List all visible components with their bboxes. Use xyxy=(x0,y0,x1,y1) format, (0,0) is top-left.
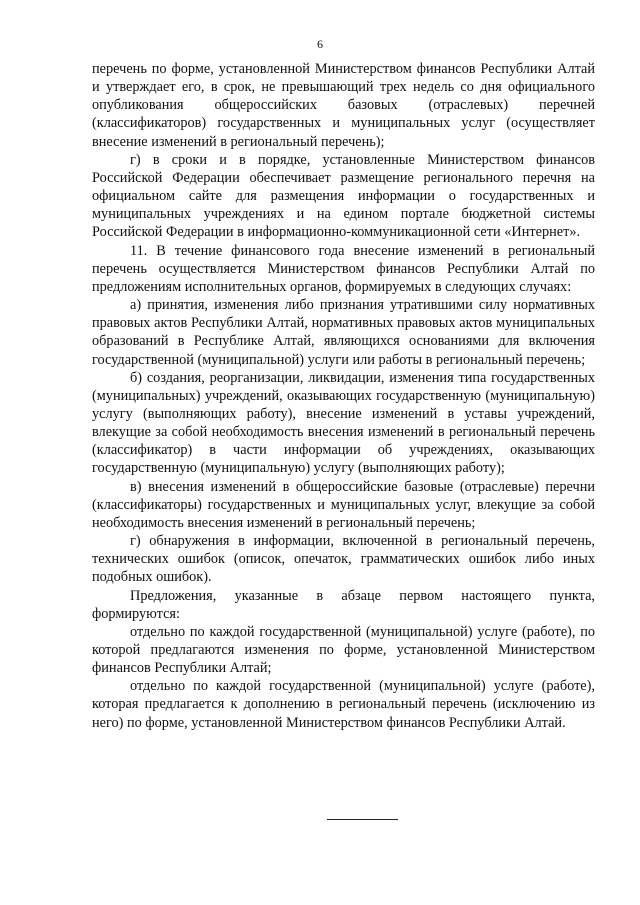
end-of-document-rule xyxy=(327,819,398,820)
paragraph-item-g-publication: г) в сроки и в порядке, установленные Министерством финансов Российской Федерации обеспечивает размещение регионального перечня на официальном сайте для размещения информации о государственных и муниципальных учреждениях и на едином портале бюджетной системы Российской Федерации в информационно-коммуникационной сети «Интернет». xyxy=(92,151,595,241)
paragraph-item-v: в) внесения изменений в общероссийские базовые (отраслевые) перечни (классификаторы) государственных и муниципальных услуг, влекущие за собой необходимость внесения изменений в региональный перечень; xyxy=(92,478,595,531)
document-body xyxy=(92,60,595,732)
paragraph-item-b: б) создания, реорганизации, ликвидации, изменения типа государственных (муниципальных) учреждений, оказывающих государственную (муниципальную) услугу (выполняющих работу), внесение изменений в уставы учреждений, влекущие за собой необходимость внесения изменений в региональный перечень (классификатор) в части информации об учреждениях, оказывающих государственную (муниципальную) услугу (выполняющих работу); xyxy=(92,369,595,477)
paragraph-continuation: перечень по форме, установленной Министерством финансов Республики Алтай и утверждает его, в срок, не превышающий трех недель со дня официального опубликования общероссийских базовых (отраслевых) перечней (классификаторов) государственных и муниципальных услуг (осуществляет внесение изменений в региональный перечень); xyxy=(92,61,595,150)
paragraph-clause-11: 11. В течение финансового года внесение изменений в региональный перечень осуществляется Министерством финансов Республики Алтай по предложениям исполнительных органов, формируемых в следующих случаях: xyxy=(92,242,595,295)
paragraph-proposals: Предложения, указанные в абзаце первом настоящего пункта, формируются: xyxy=(92,587,595,622)
paragraph-proposals-changes: отдельно по каждой государственной (муниципальной) услуге (работе), по которой предлагаются изменения по форме, установленной Министерством финансов Республики Алтай; xyxy=(92,623,595,677)
page-number: 6 xyxy=(317,37,323,51)
paragraph-item-a: а) принятия, изменения либо признания утратившими силу нормативных правовых актов Республики Алтай, нормативных правовых актов муниципальных образований в Республике Алтай, являющихся основаниями для включения государственной (муниципальной) услуги или работы в региональный перечень; xyxy=(92,297,595,368)
paragraph-proposals-additions: отдельно по каждой государственной (муниципальной) услуге (работе), которая предлагается к дополнению в региональный перечень (исключению из него) по форме, установленной Министерством финансов Республики Алтай. xyxy=(92,678,595,731)
paragraph-item-g-errors: г) обнаружения в информации, включенной в региональный перечень, технических ошибок (описок, опечаток, грамматических ошибок либо иных подобных ошибок). xyxy=(92,533,595,586)
